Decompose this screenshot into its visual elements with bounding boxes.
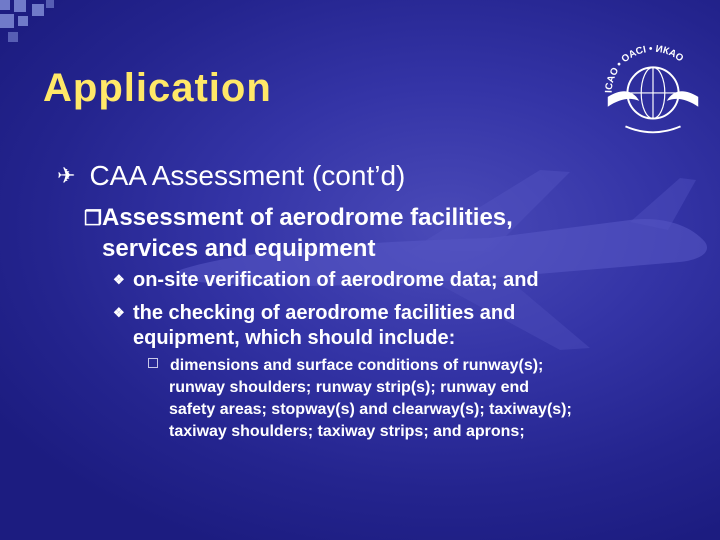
bullet-level4-line: runway shoulders; runway strip(s); runway end	[169, 379, 530, 396]
diamond-bullet-icon: ❖	[113, 272, 125, 287]
bullet-level2-line2: services and equipment	[102, 235, 376, 262]
box-bullet-icon: ❒	[84, 208, 102, 230]
bullet-level3-item	[113, 300, 515, 351]
bullet-level3-text-continued: equipment, which should include:	[133, 327, 456, 349]
bullet-level3-text: the checking of aerodrome facilities and	[133, 302, 516, 324]
bullet-level2-line1: Assessment of aerodrome facilities,	[102, 204, 513, 231]
bullet-level1	[57, 160, 405, 192]
airplane-bullet-icon: ✈	[57, 163, 76, 188]
icao-emblem-icon	[594, 32, 712, 150]
slide-title: Application	[43, 66, 272, 110]
logo-text: ICAO • OACI • ИКАО	[603, 43, 686, 94]
bullet-level4-line: dimensions and surface conditions of runway(s);	[170, 357, 544, 374]
bullet-level3-item	[113, 267, 539, 293]
diamond-bullet-icon: ❖	[113, 305, 125, 320]
bullet-level4-line: safety areas; stopway(s) and clearway(s); taxiway(s);	[169, 401, 572, 418]
square-bullet-icon	[148, 358, 158, 368]
bullet-level1-text: CAA Assessment (cont’d)	[89, 160, 406, 191]
bullet-level2	[84, 203, 513, 263]
bullet-level3-text: on-site verification of aerodrome data; and	[133, 269, 539, 291]
bullet-level4	[148, 355, 572, 443]
bullet-level4-line: taxiway shoulders; taxiway strips; and aprons;	[169, 423, 525, 440]
corner-decoration	[0, 0, 80, 50]
